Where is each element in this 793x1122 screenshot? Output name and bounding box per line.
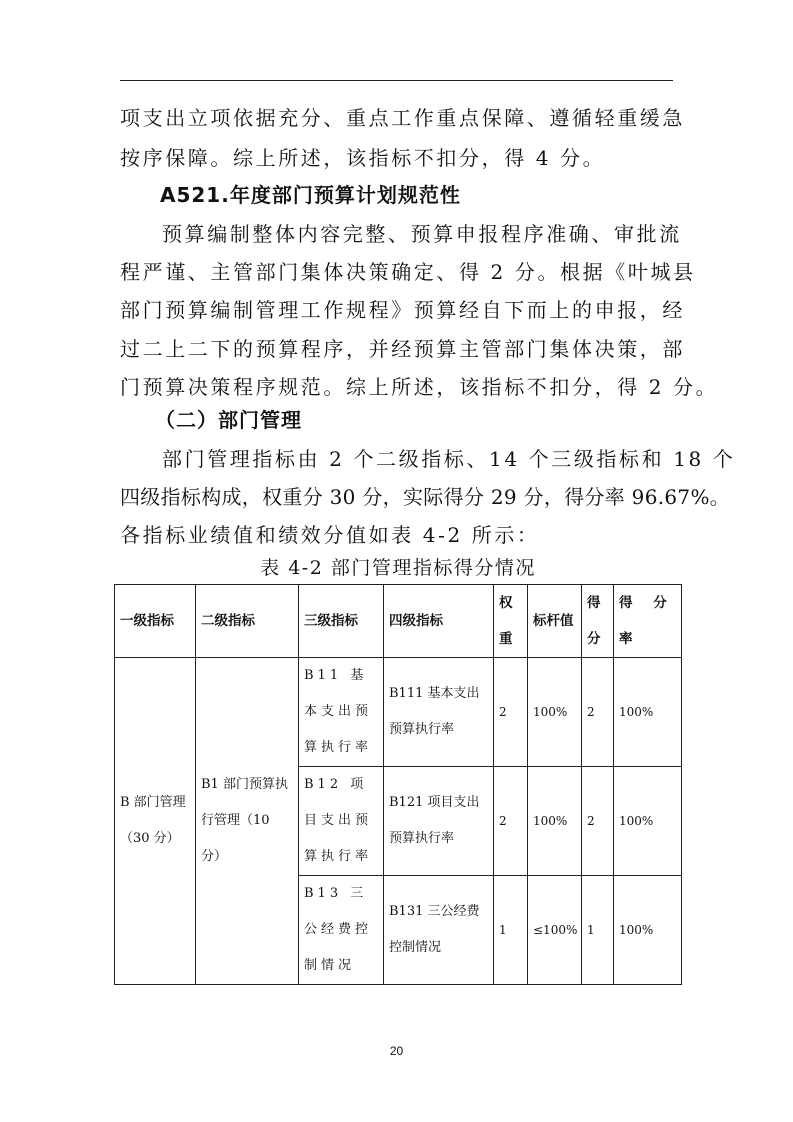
level3-cell: B11 基本支出预算执行率: [299, 658, 384, 767]
weight-cell: 1: [494, 876, 528, 985]
col-header-level2: 二级指标: [196, 585, 299, 658]
body-text-line: 四级指标构成，权重分 30 分，实际得分 29 分，得分率 96.67%。: [120, 485, 731, 509]
header-rule: [120, 80, 673, 81]
rate-cell: 100%: [614, 767, 682, 876]
score-cell: 2: [582, 767, 614, 876]
benchmark-cell: 100%: [528, 767, 582, 876]
rate-cell: 100%: [614, 876, 682, 985]
table-caption: 表 4-2 部门管理指标得分情况: [260, 557, 536, 579]
weight-cell: 2: [494, 658, 528, 767]
level1-cell: B 部门管理（30 分）: [115, 658, 196, 985]
body-text-line: 程严谨、主管部门集体决策确定、得 2 分。根据《叶城县: [120, 260, 696, 284]
col-header-level3: 三级指标: [299, 585, 384, 658]
level2-cell: B1 部门预算执行管理（10 分）: [196, 658, 299, 985]
section-heading-a521: A521.年度部门预算计划规范性: [160, 183, 461, 207]
weight-cell: 2: [494, 767, 528, 876]
table-header-row: [115, 585, 682, 658]
col-header-level4: 四级指标: [384, 585, 494, 658]
level4-cell: B131 三公经费控制情况: [384, 876, 494, 985]
col-header-benchmark: 标杆值: [528, 585, 582, 658]
col-header-score: 得分: [582, 585, 614, 658]
indicator-score-table: [114, 584, 682, 985]
level3-cell: B13 三公经费控制情况: [299, 876, 384, 985]
body-text-line: 各指标业绩值和绩效分值如表 4-2 所示：: [120, 523, 540, 547]
body-text-line: 部门预算编制管理工作规程》预算经自下而上的申报，经: [120, 298, 685, 322]
level4-cell: B111 基本支出预算执行率: [384, 658, 494, 767]
score-cell: 2: [582, 658, 614, 767]
rate-cell: 100%: [614, 658, 682, 767]
level4-cell: B121 项目支出预算执行率: [384, 767, 494, 876]
body-text-line: 项支出立项依据充分、重点工作重点保障、遵循轻重缓急: [120, 106, 685, 130]
score-cell: 1: [582, 876, 614, 985]
level3-cell: B12 项目支出预算执行率: [299, 767, 384, 876]
body-text-line: 部门管理指标由 2 个二级指标、14 个三级指标和 18 个: [162, 447, 736, 471]
benchmark-cell: 100%: [528, 658, 582, 767]
col-header-level1: 一级指标: [115, 585, 196, 658]
body-text-line: 预算编制整体内容完整、预算申报程序准确、审批流: [162, 222, 682, 246]
table-row: [115, 658, 682, 767]
section-heading-dept-management: （二）部门管理: [155, 408, 302, 432]
body-text-line: 按序保障。综上所述，该指标不扣分，得 4 分。: [120, 146, 606, 170]
body-text-line: 过二上二下的预算程序，并经预算主管部门集体决策，部: [120, 337, 685, 361]
col-header-rate: 得 分率: [614, 585, 682, 658]
body-text-line: 门预算决策程序规范。综上所述，该指标不扣分，得 2 分。: [120, 375, 719, 399]
benchmark-cell: ≤100%: [528, 876, 582, 985]
page-number: 20: [389, 1044, 404, 1058]
col-header-weight: 权重: [494, 585, 528, 658]
